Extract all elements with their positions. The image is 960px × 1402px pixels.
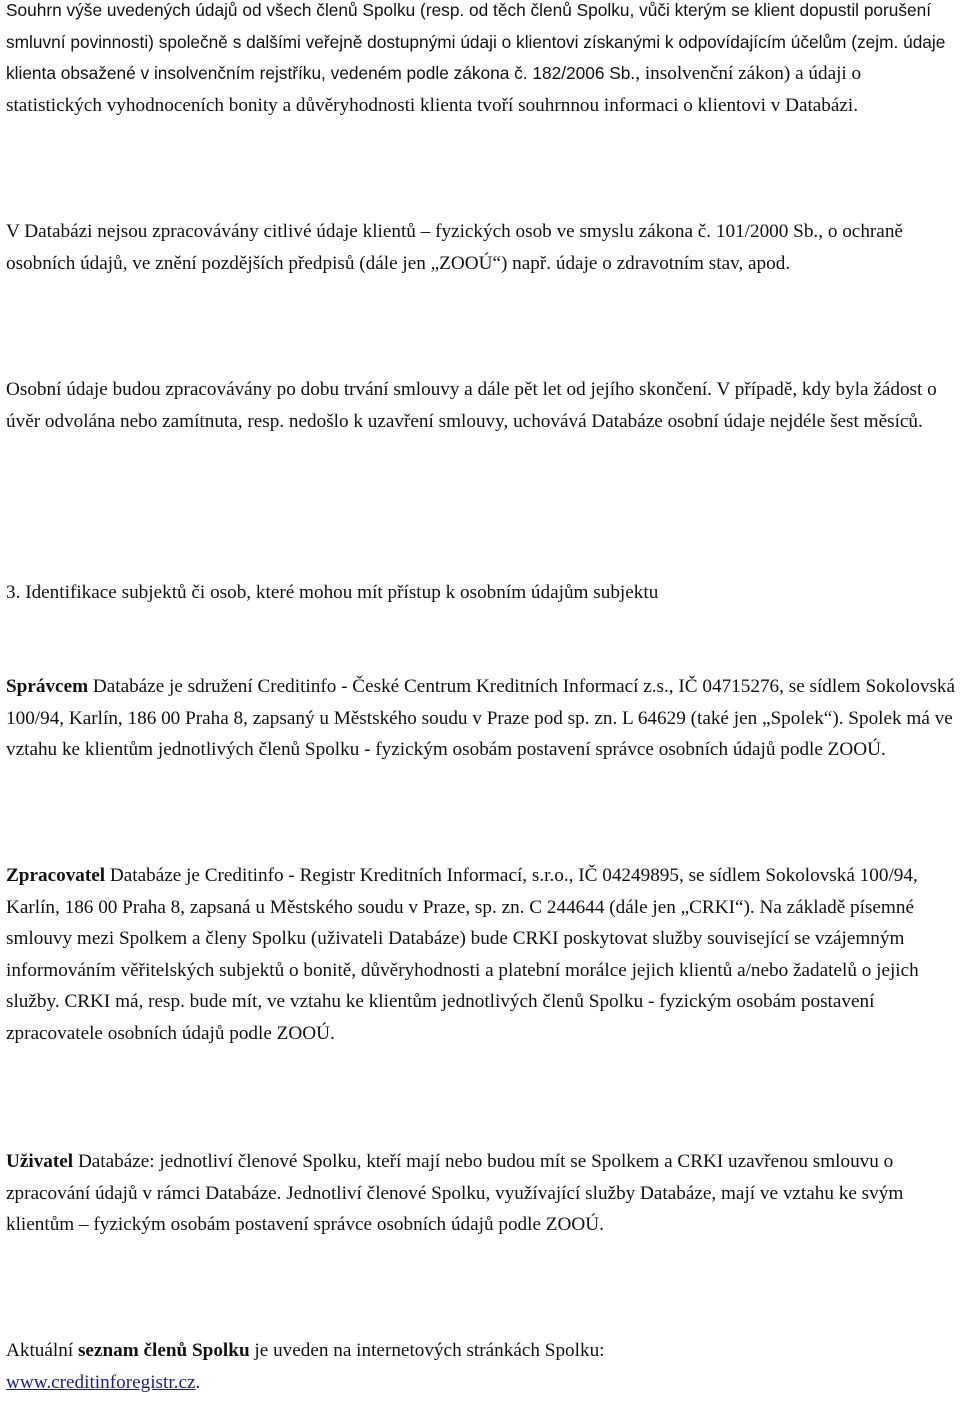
members-list-bold: seznam členů Spolku (77, 1340, 250, 1361)
zpracovatel-text: Databáze je Creditinfo - Registr Kreditních Informací, s.r.o., IČ 04249895, se sídlem Sokolovská 100/94, Karlín, 186 00 Praha 8, zapsaná u Městského soudu v Praze, sp. zn. C 244644 (dále jen „CRKI“). Na základě písemné smlouvy mezi Spolkem a členy Spolku (uživateli Databáze) bude CRKI poskytovat služby související se vzájemným informováním věřitelských subjektů o bonitě, důvěryhodnosti a platební morálce jejich klientů a/nebo žadatelů o jejich služby. CRKI má, resp. bude mít, ve vztahu ke klientům jednotlivých členů Spolku - fyzickým osobám postavení zpracovatele osobních údajů podle ZOOÚ. (6, 865, 919, 1044)
uzivatel-text: Databáze: jednotliví členové Spolku, kteří mají nebo budou mít se Spolkem a CRKI uzavřenou smlouvu o zpracování údajů v rámci Databáze. Jednotliví členové Spolku, využívající služby Databáze, mají ve vztahu ke svým klientům – fyzickým osobám postavení správce osobních údajů podle ZOOÚ. (6, 1151, 904, 1236)
paragraph-spravce (6, 671, 956, 766)
paragraph-retention: Osobní údaje budou zpracovávány po dobu trvání smlouvy a dále pět let od jejího skončení. V případě, kdy byla žádost o úvěr odvolána nebo zamítnuta, resp. nedošlo k uzavření smlouvy, uchovává Databáze osobní údaje nejdéle šest měsíců. (6, 379, 937, 432)
paragraph-sensitive-data: V Databázi nejsou zpracovávány citlivé údaje klientů – fyzických osob ve smyslu zákona č. 101/2000 Sb., o ochraně osobních údajů, ve znění pozdějších předpisů (dále jen „ZOOÚ“) např. údaje o zdravotním stav, apod. (6, 221, 903, 274)
section-heading-identification: 3. Identifikace subjektů či osob, které mohou mít přístup k osobním údajům subjektu (6, 582, 659, 603)
paragraph-zpracovatel (6, 860, 956, 1050)
paragraph-database-summary (6, 0, 956, 121)
members-prefix: Aktuální (6, 1340, 78, 1361)
members-end: . (195, 1371, 201, 1393)
paragraph-members-list (6, 1335, 956, 1398)
spravce-term: Správcem (6, 676, 89, 697)
spravce-text: Databáze je sdružení Creditinfo - České Centrum Kreditních Informací z.s., IČ 04715276, se sídlem Sokolovská 100/94, Karlín, 186 00 Praha 8, zapsaný u Městského soudu v Praze pod sp. zn. L 64629 (také jen „Spolek“). Spolek má ve vztahu ke klientům jednotlivých členů Spolku - fyzickým osobám postavení správce osobních údajů podle ZOOÚ. (6, 676, 956, 761)
uzivatel-term: Uživatel (6, 1151, 74, 1172)
members-suffix: je uveden na internetových stránkách Spolku: (249, 1340, 605, 1361)
zpracovatel-term: Zpracovatel (6, 865, 106, 886)
paragraph-uzivatel (6, 1146, 956, 1241)
paragraph-database-summary-sans-part: Souhrn výše uvedených údajů od všech členů Spolku (resp. od těch členů Spolku, vůči kterým se klient dopustil porušení smluvní povinnosti) společně s dalšími veřejně dostupnými údaji o klientovi získanými k odpovídajícím účelům (zejm. údaje klienta obsažené v insolvenčním rejstříku, vedeném podle zákona č. 182/2006 Sb. (6, 0, 946, 84)
creditinforegistr-link[interactable]: www.creditinforegistr.cz (6, 1371, 196, 1393)
paragraph-database-summary-serif-part: , insolvenční zákon) a údaji o statistických vyhodnoceních bonity a důvěryhodnosti klienta tvoří souhrnnou informaci o klientovi v Databázi. (6, 63, 862, 116)
